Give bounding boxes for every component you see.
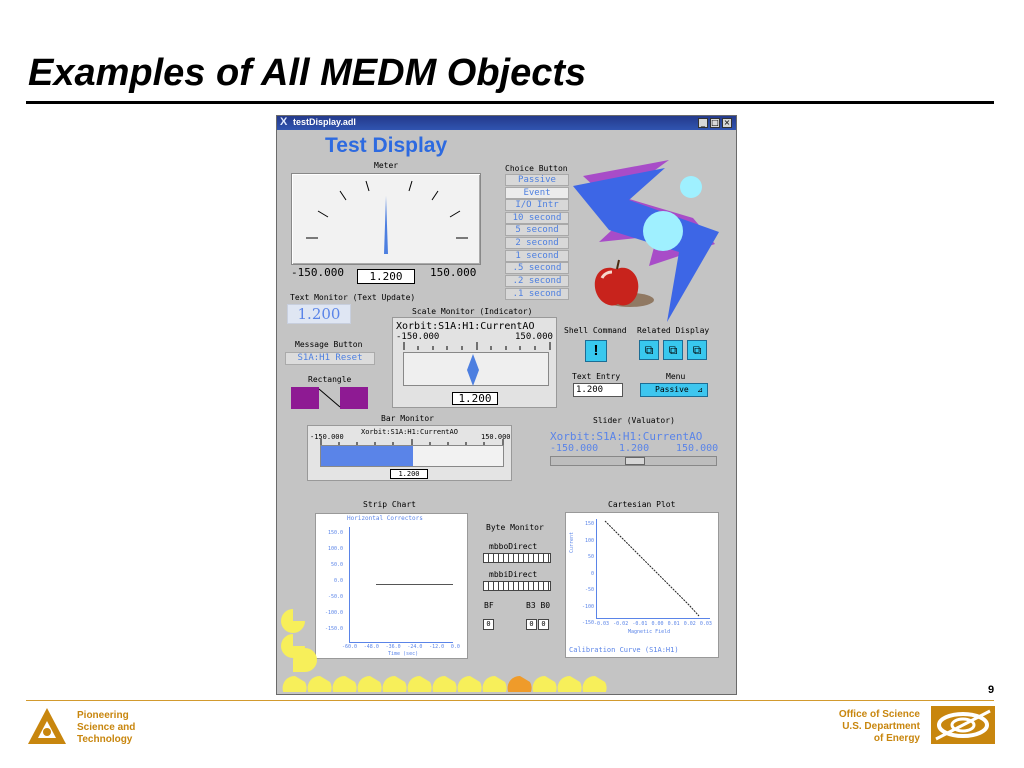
choice-option-5-second[interactable]: 5 second bbox=[505, 224, 569, 236]
byte-box-b0: 0 bbox=[538, 619, 549, 630]
slider-value: 1.200 bbox=[619, 443, 650, 454]
bar-monitor-value: 1.200 bbox=[390, 469, 428, 479]
b3b0-label: B3 B0 bbox=[526, 601, 551, 610]
choice-option-io-intr[interactable]: I/O Intr bbox=[505, 199, 569, 211]
apple-image bbox=[590, 256, 656, 310]
cartesian-x-tick: -0.02 bbox=[613, 621, 629, 627]
slider-channel: Xorbit:S1A:H1:CurrentAO bbox=[550, 430, 703, 443]
choice-option-05-second[interactable]: .5 second bbox=[505, 262, 569, 274]
pacman-row-2 bbox=[308, 676, 332, 692]
pacman-row-13 bbox=[583, 676, 607, 692]
choice-option-event[interactable]: Event bbox=[505, 187, 569, 199]
mbbi-direct-label: mbbiDirect bbox=[489, 570, 538, 579]
strip-chart-trace bbox=[376, 584, 453, 585]
choice-button-label: Choice Button bbox=[505, 164, 568, 173]
bar-monitor-channel: Xorbit:S1A:H1:CurrentAO bbox=[361, 428, 458, 436]
window-title: testDisplay.adl bbox=[293, 117, 356, 127]
footer-left-line2: Science and bbox=[77, 722, 136, 733]
small-cyan-circle bbox=[680, 176, 702, 198]
cartesian-xlabel: Magnetic Field bbox=[628, 629, 671, 635]
pacman-row-11 bbox=[533, 676, 557, 692]
pacman-graphics bbox=[281, 604, 617, 692]
message-button-label: Message Button bbox=[295, 340, 363, 349]
cartesian-x-tick: 0.01 bbox=[667, 621, 680, 627]
shell-command-label: Shell Command bbox=[564, 326, 627, 335]
choice-option-01-second[interactable]: .1 second bbox=[505, 288, 569, 300]
strip-y-tick: 100.0 bbox=[327, 546, 343, 552]
menu-value: Passive bbox=[655, 385, 689, 394]
related-display-label: Related Display bbox=[637, 326, 710, 335]
scale-monitor-indicator bbox=[466, 353, 480, 387]
bar-monitor-label: Bar Monitor bbox=[381, 414, 434, 423]
medm-window bbox=[276, 115, 737, 695]
choice-option-10-second[interactable]: 10 second bbox=[505, 212, 569, 224]
strip-y-tick: 0.0 bbox=[333, 578, 343, 584]
bar-monitor-min: -150.000 bbox=[310, 433, 344, 441]
scale-monitor-value: 1.200 bbox=[452, 392, 498, 405]
pacman-row-10-orange bbox=[508, 676, 532, 692]
maximize-button[interactable]: □ bbox=[711, 118, 719, 127]
mbbi-direct-bits bbox=[483, 581, 551, 591]
cartesian-y-tick: 50 bbox=[587, 554, 594, 560]
strip-y-tick: -150.0 bbox=[324, 626, 343, 632]
strip-x-tick: -60.0 bbox=[342, 644, 358, 650]
title-divider bbox=[26, 101, 994, 104]
strip-x-tick: -36.0 bbox=[385, 644, 401, 650]
strip-y-tick: 150.0 bbox=[327, 530, 343, 536]
pacman-row-3 bbox=[333, 676, 357, 692]
bar-monitor-panel bbox=[307, 425, 512, 481]
strip-x-tick: -48.0 bbox=[363, 644, 379, 650]
meter-max: 150.000 bbox=[430, 266, 477, 279]
footer-right-line2: U.S. Department bbox=[842, 721, 920, 732]
text-entry-field[interactable]: 1.200 bbox=[573, 383, 623, 397]
pacman-row-12 bbox=[558, 676, 582, 692]
bf-label: BF bbox=[484, 601, 494, 610]
slider-thumb[interactable] bbox=[625, 457, 645, 465]
slider-track[interactable] bbox=[550, 456, 717, 466]
text-monitor-label: Text Monitor (Text Update) bbox=[290, 293, 416, 302]
footer-right-line1: Office of Science bbox=[838, 709, 920, 720]
shell-command-button[interactable]: ! bbox=[585, 340, 607, 362]
cartesian-y-tick: -100 bbox=[581, 603, 594, 610]
choice-option-1-second[interactable]: 1 second bbox=[505, 250, 569, 262]
meter-dial bbox=[292, 174, 480, 264]
strip-chart-xlabel: Time (sec) bbox=[388, 651, 419, 657]
strip-y-tick: -50.0 bbox=[327, 594, 343, 600]
pacman-row-5 bbox=[383, 676, 407, 692]
choice-option-passive[interactable]: Passive bbox=[505, 174, 569, 186]
byte-box-b3: 0 bbox=[526, 619, 537, 630]
close-button[interactable]: × bbox=[723, 118, 731, 127]
choice-option-2-second[interactable]: 2 second bbox=[505, 237, 569, 249]
rectangle-label: Rectangle bbox=[308, 375, 352, 384]
message-button[interactable]: S1A:H1 Reset bbox=[285, 352, 375, 365]
pacman-vertical-1 bbox=[281, 609, 305, 633]
strip-chart-title: Horizontal Correctors bbox=[347, 515, 423, 522]
scale-monitor-panel bbox=[392, 317, 557, 408]
slider-min: -150.000 bbox=[550, 443, 599, 454]
display-title: Test Display bbox=[325, 134, 448, 157]
pacman-row-7 bbox=[433, 676, 457, 692]
footer-left-line3: Technology bbox=[77, 734, 133, 745]
cartesian-y-tick: 150 bbox=[584, 521, 594, 527]
text-monitor-value: 1.200 bbox=[287, 304, 351, 324]
bar-monitor-track bbox=[320, 445, 504, 467]
strip-chart-label: Strip Chart bbox=[363, 500, 416, 509]
strip-x-tick: -12.0 bbox=[429, 644, 445, 650]
strip-x-tick: -24.0 bbox=[407, 644, 423, 650]
cartesian-x-tick: 0.02 bbox=[683, 621, 696, 627]
cartesian-ylabel: Current bbox=[569, 531, 575, 553]
cartesian-caption: Calibration Curve (S1A:H1) bbox=[569, 646, 679, 654]
cartesian-y-tick: -50 bbox=[584, 587, 594, 593]
pacman-row-6 bbox=[408, 676, 432, 692]
large-cyan-circle bbox=[643, 211, 683, 251]
scale-monitor-channel: Xorbit:S1A:H1:CurrentAO bbox=[396, 321, 535, 332]
footer-left-line1: Pioneering bbox=[77, 710, 129, 721]
mbbo-direct-bits bbox=[483, 553, 551, 563]
scale-monitor-ticks bbox=[403, 342, 551, 350]
pacman-row-8 bbox=[458, 676, 482, 692]
meter-label: Meter bbox=[374, 161, 399, 170]
meter-widget bbox=[291, 173, 481, 265]
pacman-row-1 bbox=[283, 676, 307, 692]
related-display-button-1[interactable]: ⧉ bbox=[639, 340, 659, 360]
pacman-row-4 bbox=[358, 676, 382, 692]
cartesian-x-tick: 0.00 bbox=[651, 621, 664, 627]
bar-monitor-fill bbox=[321, 446, 413, 466]
cartesian-y-tick: 100 bbox=[584, 537, 594, 544]
cartesian-x-tick: 0.03 bbox=[699, 621, 712, 627]
related-display-button-2[interactable]: ⧉ bbox=[663, 340, 683, 360]
cartesian-plot-label: Cartesian Plot bbox=[608, 500, 676, 509]
cartesian-x-tick: -0.01 bbox=[632, 621, 648, 627]
minimize-button[interactable]: _ bbox=[698, 118, 708, 128]
scale-monitor-min: -150.000 bbox=[396, 332, 440, 342]
meter-value: 1.200 bbox=[357, 269, 415, 284]
menu-dropdown[interactable] bbox=[640, 383, 708, 397]
byte-box-bf: 0 bbox=[483, 619, 494, 630]
strip-y-tick: -100.0 bbox=[324, 610, 343, 616]
footer-right-text bbox=[780, 709, 920, 745]
pacman-vertical-3 bbox=[293, 648, 317, 672]
related-display-button-3[interactable]: ⧉ bbox=[687, 340, 707, 360]
bar-monitor-max: 150.000 bbox=[481, 433, 511, 441]
choice-option-02-second[interactable]: .2 second bbox=[505, 275, 569, 287]
mbbo-direct-label: mbboDirect bbox=[489, 542, 538, 551]
byte-monitor-label: Byte Monitor bbox=[486, 523, 544, 532]
doe-seal-logo-icon bbox=[930, 705, 996, 745]
meter-needle bbox=[384, 196, 388, 254]
doe-lab-logo-icon bbox=[27, 707, 67, 745]
footer-divider bbox=[26, 700, 994, 701]
pacman-row-9 bbox=[483, 676, 507, 692]
slide-title: Examples of All MEDM Objects bbox=[28, 52, 587, 94]
x-logo-icon: X bbox=[280, 116, 288, 128]
cartesian-y-tick: -150 bbox=[581, 620, 594, 626]
slider-label: Slider (Valuator) bbox=[593, 416, 675, 425]
scale-monitor-label: Scale Monitor (Indicator) bbox=[412, 307, 533, 316]
text-entry-label: Text Entry bbox=[572, 372, 621, 381]
slider-max: 150.000 bbox=[676, 443, 719, 454]
page-number: 9 bbox=[988, 684, 995, 696]
scale-monitor-max: 150.000 bbox=[515, 332, 553, 342]
cartesian-x-tick: -0.03 bbox=[594, 621, 610, 627]
strip-x-tick: 0.0 bbox=[450, 644, 460, 650]
chevron-down-icon: ⊿ bbox=[697, 386, 703, 394]
meter-min: -150.000 bbox=[291, 266, 344, 279]
footer-right-line3: of Energy bbox=[873, 733, 920, 744]
strip-y-tick: 50.0 bbox=[330, 562, 343, 568]
rectangle-graphic bbox=[290, 385, 370, 411]
scale-monitor-track bbox=[403, 352, 549, 386]
cartesian-y-tick: 0 bbox=[590, 570, 594, 577]
footer-left-text bbox=[77, 710, 135, 746]
window-titlebar[interactable] bbox=[277, 116, 736, 130]
menu-label: Menu bbox=[666, 372, 686, 381]
